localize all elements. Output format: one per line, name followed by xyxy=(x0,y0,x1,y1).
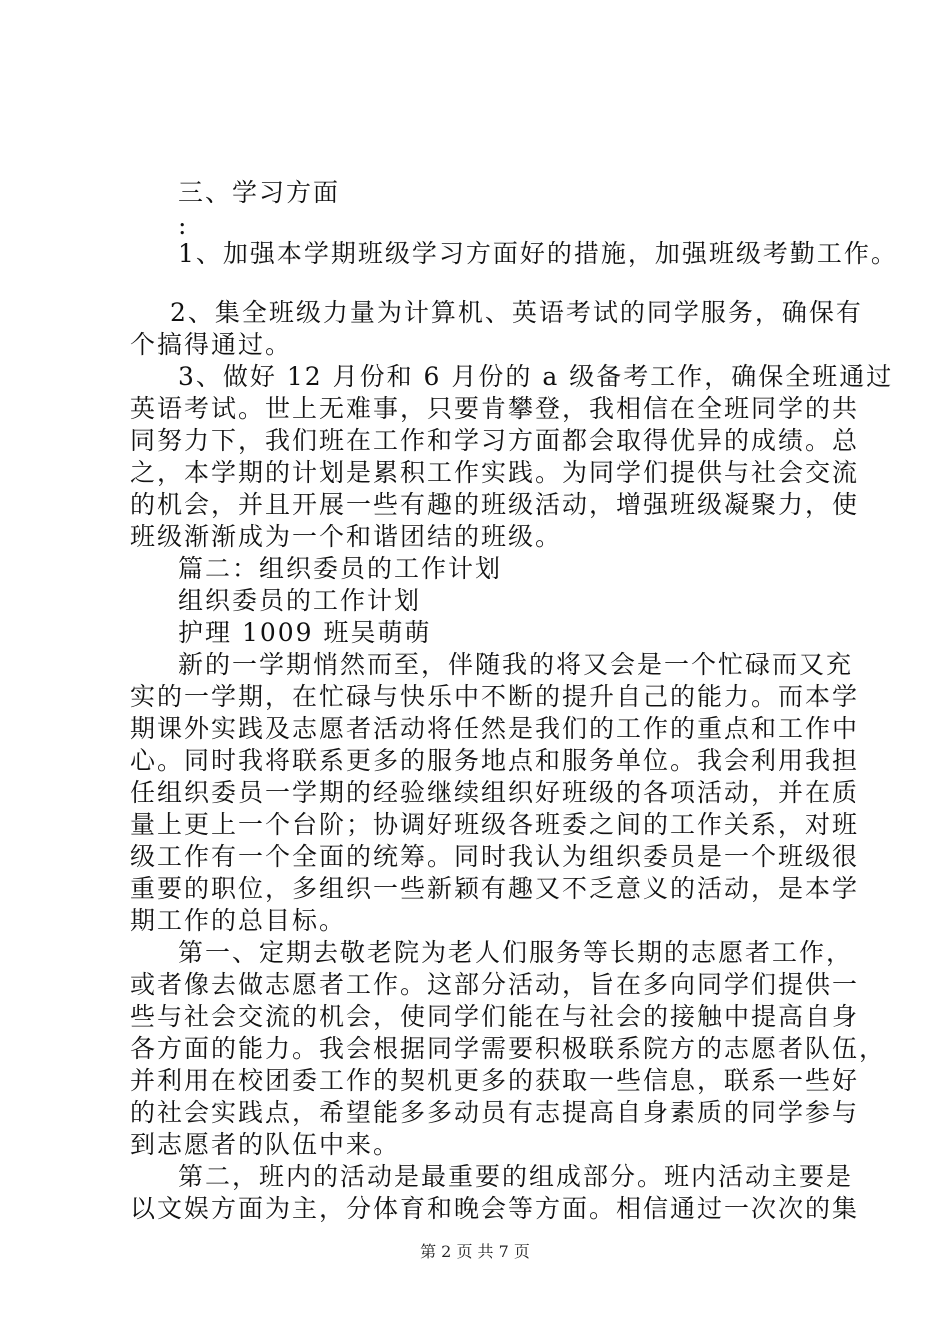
text-line: 2、集全班级力量为计算机、英语考试的同学服务，确保有 xyxy=(170,298,863,327)
text-line: 或者像去做志愿者工作。这部分活动，旨在多向同学们提供一 xyxy=(130,970,860,999)
text-line: 量上更上一个台阶；协调好班级各班委之间的工作关系，对班 xyxy=(130,810,860,839)
text-line: 班级渐渐成为一个和谐团结的班级。 xyxy=(130,522,563,551)
text-line: 第一、定期去敬老院为老人们服务等长期的志愿者工作， xyxy=(178,938,854,967)
text-line: 之，本学期的计划是累积工作实践。为同学们提供与社会交流 xyxy=(130,458,860,487)
text-line: 3、做好 12 月份和 6 月份的 a 级备考工作，确保全班通过 xyxy=(178,362,894,391)
text-line: 重要的职位，多组织一些新颖有趣又不乏意义的活动，是本学 xyxy=(130,874,860,903)
text-line: 级工作有一个全面的统筹。同时我认为组织委员是一个班级很 xyxy=(130,842,860,871)
text-line: 英语考试。世上无难事，只要肯攀登，我相信在全班同学的共 xyxy=(130,394,860,423)
text-line: 些与社会交流的机会，使同学们能在与社会的接触中提高自身 xyxy=(130,1002,860,1031)
text-line: 期工作的总目标。 xyxy=(130,906,347,935)
page-number: 第 2 页 共 7 页 xyxy=(420,1242,530,1261)
text-line: 任组织委员一学期的经验继续组织好班级的各项活动，并在质 xyxy=(130,778,860,807)
text-line: 实的一学期，在忙碌与快乐中不断的提升自己的能力。而本学 xyxy=(130,682,860,711)
text-line: 并利用在校团委工作的契机更多的获取一些信息，联系一些好 xyxy=(130,1066,860,1095)
doc-title: 组织委员的工作计划 xyxy=(178,586,422,615)
text-line: 第二，班内的活动是最重要的组成部分。班内活动主要是 xyxy=(178,1162,854,1191)
doc-author: 护理 1009 班吴萌萌 xyxy=(178,618,432,647)
text-line: 心。同时我将联系更多的服务地点和服务单位。我会利用我担 xyxy=(130,746,860,775)
text-line: 的社会实践点，希望能多多动员有志提高自身素质的同学参与 xyxy=(130,1098,860,1127)
text-line: 以文娱方面为主，分体育和晚会等方面。相信通过一次次的集 xyxy=(130,1194,860,1223)
text-line: 1、加强本学期班级学习方面好的措施，加强班级考勤工作。 xyxy=(178,239,898,268)
text-line: 的机会，并且开展一些有趣的班级活动，增强班级凝聚力，使 xyxy=(130,490,860,519)
section-heading: 三、学习方面 xyxy=(178,178,341,207)
text-line: 新的一学期悄然而至，伴随我的将又会是一个忙碌而又充 xyxy=(178,650,854,679)
text-line: 同努力下，我们班在工作和学习方面都会取得优异的成绩。总 xyxy=(130,426,860,455)
text-line: 到志愿者的队伍中来。 xyxy=(130,1130,401,1159)
text-line: 期课外实践及志愿者活动将任然是我们的工作的重点和工作中 xyxy=(130,714,860,743)
text-line: : xyxy=(178,211,189,240)
text-line: 个搞得通过。 xyxy=(130,330,293,359)
chapter-heading: 篇二：组织委员的工作计划 xyxy=(178,554,503,583)
text-line: 各方面的能力。我会根据同学需要积极联系院方的志愿者队伍， xyxy=(130,1034,887,1063)
